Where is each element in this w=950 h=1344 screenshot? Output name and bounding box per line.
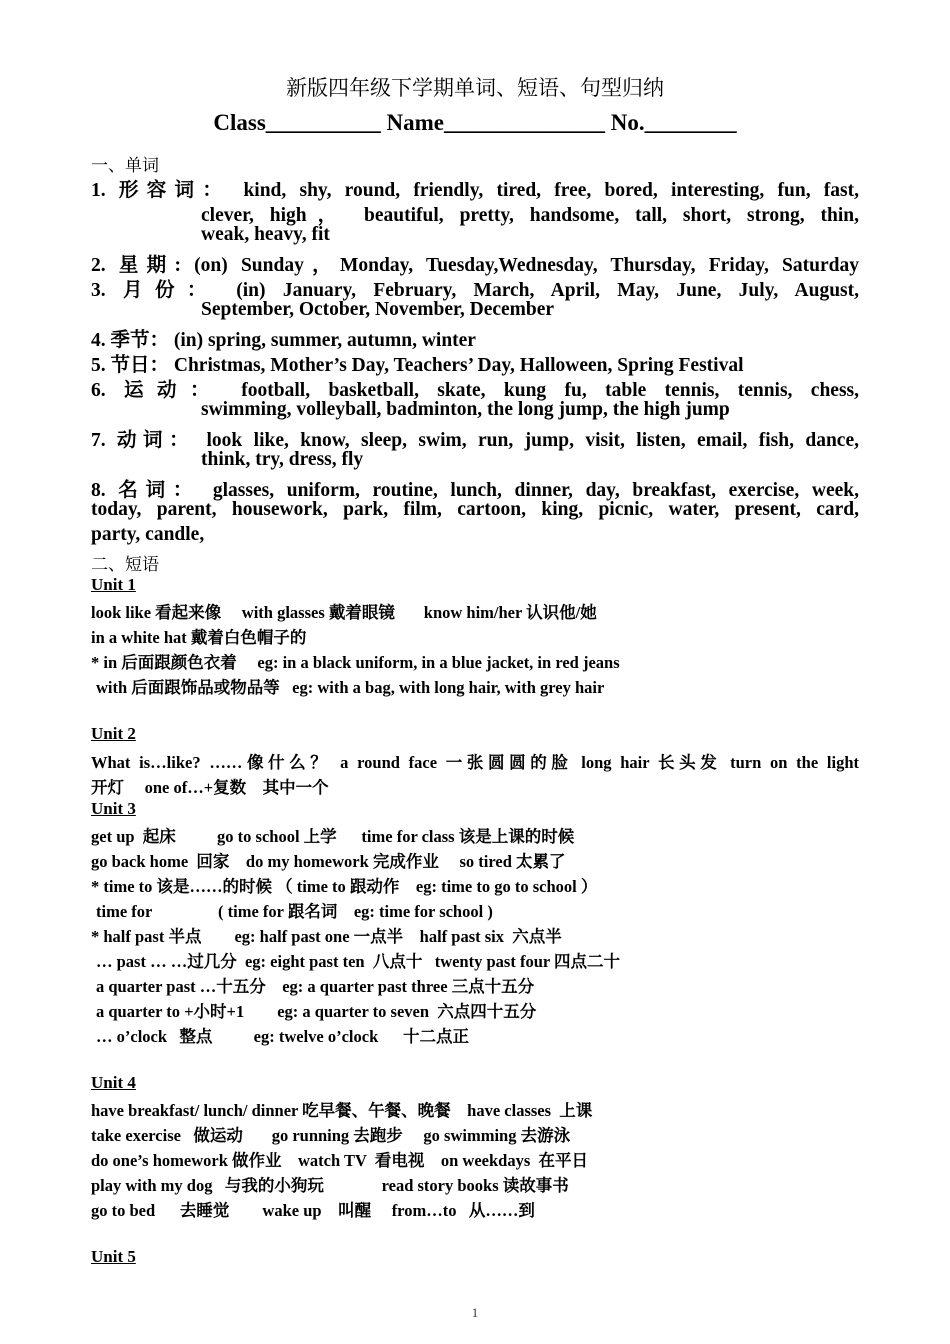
unit-3-line-7: a quarter past …十五分 eg: a quarter past three 三点十五分	[96, 977, 535, 996]
unit-3-line-2: go back home 回家 do my homework 完成作业 so tired 太累了	[91, 852, 566, 871]
vocab-holidays-line: 5. 节日： Christmas, Mother’s Day, Teachers’ Day, Halloween, Spring Festival	[91, 355, 744, 376]
vocab-sports-line-2: swimming, volleyball, badminton, the long jump, the high jump	[201, 399, 730, 420]
unit-4-line-4: play with my dog 与我的小狗玩 read story books 读故事书	[91, 1176, 569, 1195]
unit-3-line-8: a quarter to +小时+1 eg: a quarter to seven 六点四十五分	[96, 1002, 537, 1021]
unit-3-line-5: * half past 半点 eg: half past one 一点半 half past six 六点半	[91, 927, 562, 946]
unit-4-line-1: have breakfast/ lunch/ dinner 吃早餐、午餐、晚餐 have classes 上课	[91, 1101, 593, 1120]
section-heading-phrases: 二、短语	[91, 555, 159, 575]
unit-1-line-2: in a white hat 戴着白色帽子的	[91, 628, 307, 647]
vocab-verbs-line-2: think, try, dress, fly	[201, 449, 364, 470]
section-heading-words: 一、单词	[91, 156, 159, 176]
vocab-months-line-2: September, October, November, December	[201, 299, 555, 320]
vocab-nouns-line-2: today, parent, housework, park, film, cartoon, king, picnic, water, present, card,	[91, 499, 859, 520]
unit-3-line-1: get up 起床 go to school 上学 time for class 该是上课的时候	[91, 827, 575, 846]
unit-2-heading: Unit 2	[91, 724, 136, 743]
unit-1-line-1: look like 看起来像 with glasses 戴着眼镜 know him/her 认识他/她	[91, 603, 597, 622]
class-name-number-line: Class__________ Name______________ No.________	[213, 110, 737, 135]
unit-3-line-4: time for ( time for 跟名词 eg: time for school )	[96, 902, 493, 921]
unit-5-heading: Unit 5	[91, 1247, 136, 1266]
vocab-verbs-line-1: 7. 动词： look like, know, sleep, swim, run, jump, visit, listen, email, fish, dance,	[91, 430, 859, 451]
unit-4-heading: Unit 4	[91, 1073, 136, 1092]
page-title: 新版四年级下学期单词、短语、句型归纳	[286, 76, 664, 100]
page-number: 1	[471, 1305, 479, 1320]
unit-2-line-1: What is…like? ……像什么？ a round face 一张圆圆的脸 long hair 长头发 turn on the light	[91, 753, 859, 772]
unit-4-line-2: take exercise 做运动 go running 去跑步 go swimming 去游泳	[91, 1126, 571, 1145]
vocab-nouns-line-1: 8. 名词： glasses, uniform, routine, lunch, dinner, day, breakfast, exercise, week,	[91, 480, 859, 501]
vocab-sports-line-1: 6. 运动： football, basketball, skate, kung fu, table tennis, tennis, chess,	[91, 380, 859, 401]
unit-3-line-6: … past … …过几分 eg: eight past ten 八点十 twenty past four 四点二十	[96, 952, 621, 971]
unit-1-heading: Unit 1	[91, 575, 136, 594]
vocab-seasons-line: 4. 季节： (in) spring, summer, autumn, winter	[91, 330, 476, 351]
unit-2-line-2: 开灯 one of…+复数 其中一个	[91, 778, 329, 797]
vocab-adjectives-line-1: 1. 形容词： kind, shy, round, friendly, tired, free, bored, interesting, fun, fast,	[91, 180, 859, 201]
unit-1-line-4: with 后面跟饰品或物品等 eg: with a bag, with long hair, with grey hair	[96, 678, 605, 697]
unit-3-line-3: * time to 该是……的时候 （ time to 跟动作 eg: time to go to school ）	[91, 877, 598, 896]
vocab-nouns-line-3: party, candle,	[91, 524, 205, 545]
unit-4-line-3: do one’s homework 做作业 watch TV 看电视 on weekdays 在平日	[91, 1151, 589, 1170]
vocab-weekdays-line: 2. 星期: (on) Sunday，Monday, Tuesday,Wednesday, Thursday, Friday, Saturday	[91, 255, 859, 276]
unit-3-line-9: … o’clock 整点 eg: twelve o’clock 十二点正	[96, 1027, 470, 1046]
unit-1-line-3: * in 后面跟颜色衣着 eg: in a black uniform, in a blue jacket, in red jeans	[91, 653, 620, 672]
vocab-adjectives-line-2: clever, high， beautiful, pretty, handsome, tall, short, strong, thin,	[201, 205, 859, 226]
vocab-months-line-1: 3. 月份： (in) January, February, March, April, May, June, July, August,	[91, 280, 859, 301]
vocab-adjectives-line-3: weak, heavy, fit	[201, 224, 330, 245]
unit-4-line-5: go to bed 去睡觉 wake up 叫醒 from…to 从……到	[91, 1201, 535, 1220]
unit-3-heading: Unit 3	[91, 799, 136, 818]
